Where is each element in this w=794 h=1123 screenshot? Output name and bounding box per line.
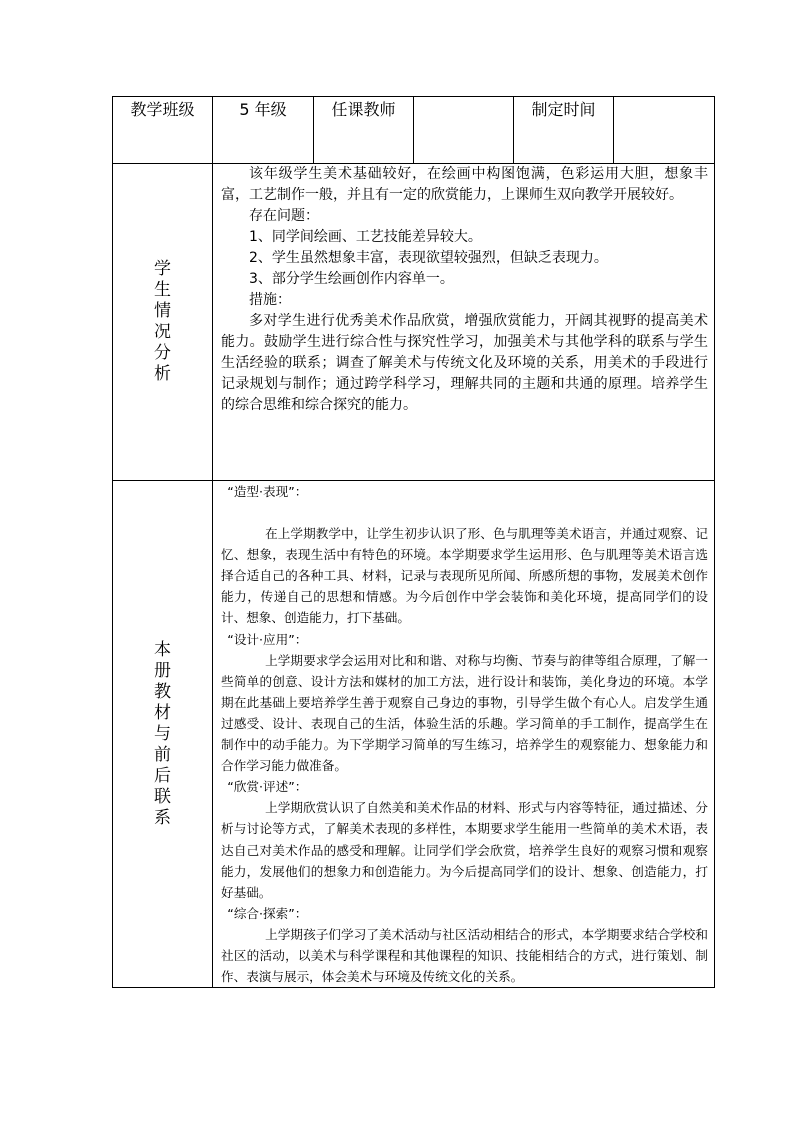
- materials-label: 本册教材与前后联系: [154, 639, 171, 828]
- date-label: 制定时间: [514, 97, 614, 164]
- analysis-paragraph: 多对学生进行优秀美术作品欣赏，增强欣赏能力，开阔其视野的提高美术能力。鼓励学生进行综合性与探究性学习，加强美术与其他学科的联系与学生生活经验的联系；调查了解美术与传统文化及环境的关系，用美术的手段进行记录规划与制作；通过跨学科学习，理解共同的主题和共通的原理。培养学生的综合思维和综合探究的能力。: [221, 313, 708, 413]
- class-value: 5 年级: [213, 97, 314, 164]
- analysis-paragraph: 3、部分学生绘画创作内容单一。: [249, 271, 454, 287]
- section-body: 上学期孩子们学习了美术活动与社区活动相结合的形式，本学期要求结合学校和社区的活动，以美术与科学课程和其他课程的知识、技能相结合的方式，进行策划、制作、表演与展示，体会美术与环境及传统文化的关系。: [221, 926, 708, 985]
- teacher-value: [414, 97, 514, 164]
- class-label: 教学班级: [113, 97, 213, 164]
- materials-row: [113, 481, 715, 988]
- section-title: “欣赏·评述”：: [227, 779, 308, 795]
- section-title: “综合·探索”：: [227, 905, 308, 921]
- analysis-label-cell: [113, 164, 213, 481]
- section-title: “造型·表现”：: [227, 484, 308, 499]
- materials-content: [213, 481, 715, 988]
- analysis-paragraph: 该年级学生美术基础较好，在绘画中构图饱满，色彩运用大胆，想象丰富，工艺制作一般，并且有一定的欣赏能力，上课师生双向教学开展较好。: [221, 166, 708, 203]
- header-row: [113, 97, 715, 164]
- analysis-paragraph: 措施：: [249, 292, 291, 308]
- analysis-content: [213, 164, 715, 481]
- section-body: 在上学期教学中，让学生初步认识了形、色与肌理等美术语言，并通过观察、记忆、想象，表现生活中有特色的环境。本学期要求学生运用形、色与肌理等美术语言选择合适自己的各种工具、材料，记录与表现所见所闻、所感所想的事物，发展美术创作能力，传递自己的思想和情感。为今后创作中学会装饰和美化环境，提高同学们的设计、想象、创造能力，打下基础。: [221, 526, 708, 626]
- analysis-paragraph: 2、学生虽然想象丰富，表现欲望较强烈，但缺乏表现力。: [249, 250, 608, 266]
- section-title: “设计·应用”：: [227, 631, 308, 647]
- analysis-row: [113, 164, 715, 481]
- materials-label-cell: [113, 481, 213, 988]
- date-value: [614, 97, 715, 164]
- section-body: 上学期欣赏认识了自然美和美术作品的材料、形式与内容等特征，通过描述、分析与讨论等方式，了解美术表现的多样性，本期要求学生能用一些简单的美术术语，表达自己对美术作品的感受和理解。让同学们学会欣赏，培养学生良好的观察习惯和观察能力，发展他们的想象力和创造能力。为今后提高同学们的设计、想象、创造能力，打好基础。: [221, 800, 708, 900]
- analysis-paragraph: 1、同学间绘画、工艺技能差异较大。: [249, 229, 482, 245]
- teacher-label: 任课教师: [314, 97, 414, 164]
- section-body: 上学期要求学会运用对比和和谐、对称与均衡、节奏与韵律等组合原理，了解一些简单的创意、设计方法和媒材的加工方法，进行设计和装饰，美化身边的环境。本学期在此基础上要培养学生善于观察自己身边的事物，引导学生做个有心人。启发学生通过感受、设计、表现自己的生活，体验生活的乐趣。学习简单的手工制作，提高学生在制作中的动手能力。为下学期学习简单的写生练习，培养学生的观察能力、想象能力和合作学习能力做准备。: [221, 652, 708, 774]
- teaching-plan-table: [112, 96, 715, 988]
- analysis-paragraph: 存在问题：: [249, 208, 319, 224]
- analysis-label: 学生情况分析: [154, 259, 171, 384]
